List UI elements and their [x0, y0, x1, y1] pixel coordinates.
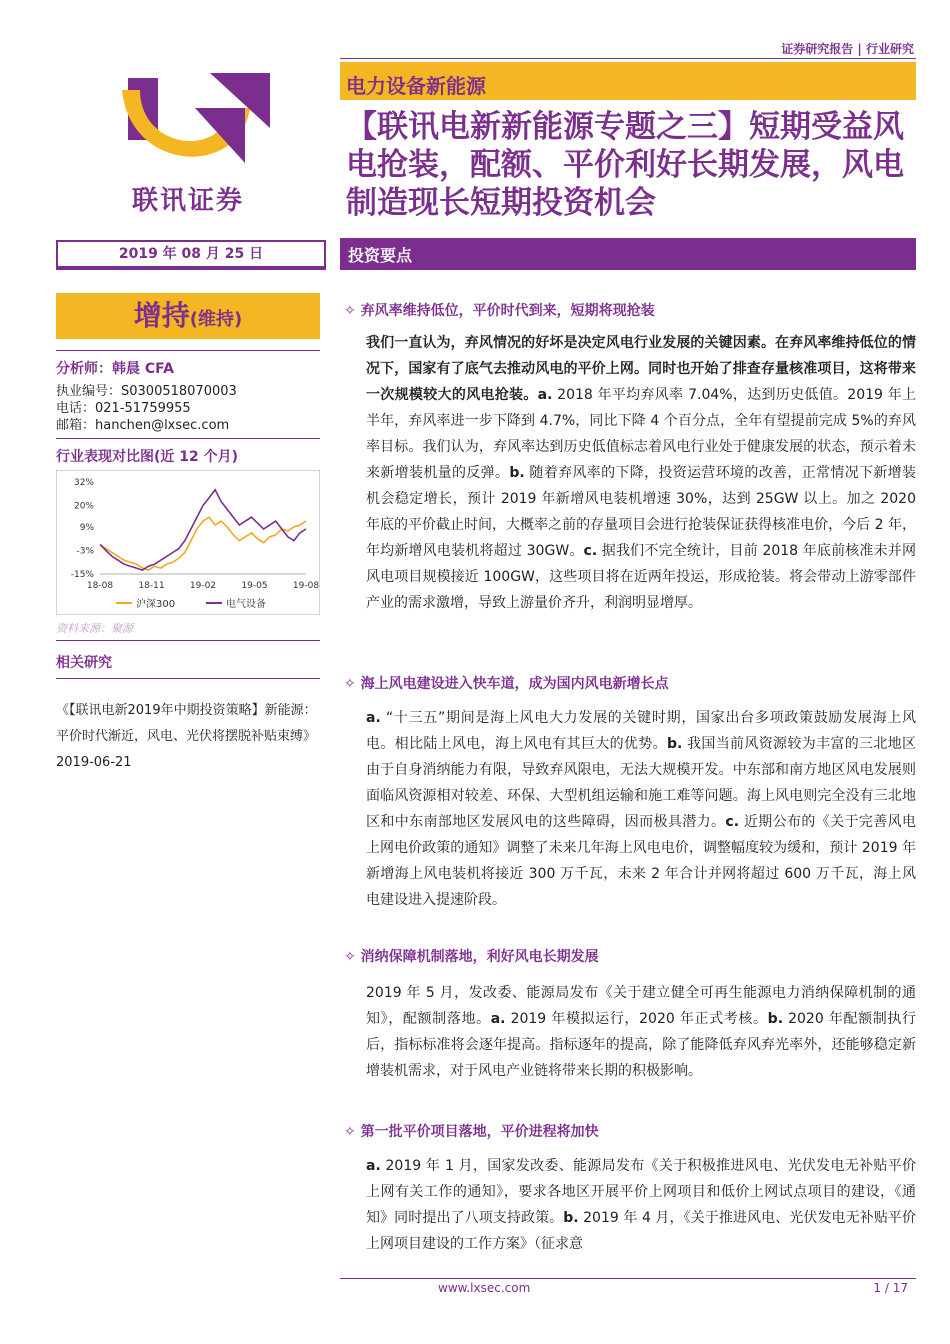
p1-c: c. [583, 543, 598, 559]
p1-c-text: 据我们不完全统计，目前 2018 年底前核准未并网风电项目规模接近 100GW，这些项目将在近两年投运，形成抢装。将会带动上游零部件产业的需求激增，导致上游量价齐升，利润明显增厚。 [366, 543, 916, 611]
p1-b-text: 随着弃风率的下降，投资运营环境的改善，正常情况下新增装机会稳定增长，预计 2019 年新增风电装机增速 30%，达到 25GW 以上。加之 2020 年底的平价截止时间，大概率之前的存量项目会进行抢装保证获得核准电价，今后 2 年，年均新增风电装机将超过 30GW。 [366, 465, 917, 559]
sidebar-rule [56, 350, 320, 351]
p2-b-text: 我国当前风资源较为丰富的三北地区由于自身消纳能力有限，导致弃风限电，无法大规模开发。中东部和南方地区风电发展则面临风资源相对较差、环保、大型机组运输和施工难等问题。海上风电则完全没有三北地区和中东南部地区发展风电的这些障碍，因而极具潜力。 [366, 736, 917, 830]
bullet-heading-1: ✧ 弃风率维持低位，平价时代到来，短期将现抢装 [344, 303, 655, 319]
footer-page-number: 1 / 17 [873, 1281, 908, 1295]
analyst-phone: 电话：021-51759955 [56, 401, 191, 416]
section-label: 投资要点 [348, 246, 413, 265]
rating-sub: (维持) [189, 309, 243, 330]
bullet-heading-3: ✧ 消纳保障机制落地，利好风电长期发展 [344, 949, 599, 965]
legend-label: 沪深300 [136, 599, 176, 610]
p2-c: c. [725, 814, 740, 830]
series-line-1 [100, 517, 306, 570]
section-bar [340, 238, 916, 270]
chart-svg [56, 470, 320, 615]
chart-source: 资料来源：聚源 [56, 622, 133, 635]
sidebar-rule-2 [56, 438, 320, 439]
footer-rule [340, 1278, 916, 1279]
p3-text-3: 2020 年配额制执行后，指标标准将会逐年提高。指标逐年的提高，除了能降低弃风弃光率外，还能够稳定新增装机需求，对于风电产业链将带来长期的积极影响。 [366, 1011, 917, 1079]
p4-b: b. [563, 1210, 579, 1226]
p2-b: b. [666, 736, 683, 752]
legend-label: 电气设备 [226, 599, 266, 610]
related-heading: 相关研究 [56, 655, 112, 671]
sidebar-rule-4 [56, 678, 320, 679]
chart-title: 行业表现对比图(近 12 个月) [56, 449, 239, 465]
performance-chart [56, 470, 320, 615]
p4-text-1: 2019 年 1 月，国家发改委、能源局发布《关于积极推进风电、光伏发电无补贴平价上网有关工作的通知》，要求各地区开展平价上网项目和低价上网试点项目的建设，《通知》同时提出了八项支持政策。 [366, 1158, 916, 1226]
p3-a: a. [490, 1011, 506, 1027]
x-tick-label: 19-08 [292, 581, 320, 591]
paragraph-3 [366, 980, 916, 1084]
y-tick-label: 20% [73, 501, 94, 512]
x-tick-label: 18-11 [138, 581, 165, 591]
y-tick-label: 9% [79, 523, 94, 534]
analyst-license: 执业编号：S0300518070003 [56, 384, 237, 399]
report-title: 【联讯电新新能源专题之三】短期受益风电抢装，配额、平价利好长期发展，风电制造现长短期投资机会 [346, 109, 904, 221]
p2-a-text: “十三五”期间是海上风电大力发展的关键时期，国家出台多项政策鼓励发展海上风电。相比陆上风电，海上风电有其巨大的优势。 [366, 710, 916, 752]
bullet-heading-4: ✧ 第一批平价项目落地，平价进程将加快 [344, 1124, 599, 1140]
x-tick-label: 19-02 [189, 581, 217, 591]
p3-text-2: 2019 年模拟运行，2020 年正式考核。 [505, 1011, 768, 1027]
bullet-heading-2: ✧ 海上风电建设进入快车道，成为国内风电新增长点 [344, 676, 669, 692]
report-date: 2019 年 08 月 25 日 [58, 242, 324, 266]
x-tick-label: 19-05 [241, 581, 268, 591]
paragraph-2 [366, 705, 916, 913]
sidebar-rule-3 [56, 640, 320, 641]
p3-b: b. [767, 1011, 784, 1027]
company-logo-text: 联讯证券 [131, 186, 244, 216]
p2-c-text: 近期公布的《关于完善风电上网电价政策的通知》调整了未来几年海上风电电价，调整幅度较为缓和，预计 2019 年新增海上风电装机将接近 300 万千瓦，未来 2 年合计并网将超过 600 万千瓦，海上风电建设进入提速阶段。 [366, 814, 916, 908]
y-tick-label: 32% [73, 478, 94, 488]
report-type-label: 证券研究报告 | 行业研究 [781, 42, 914, 56]
header-rule [340, 58, 916, 59]
y-tick-label: -15% [70, 570, 94, 580]
analyst-name: 分析师：韩晨 CFA [56, 361, 174, 377]
paragraph-4 [366, 1153, 916, 1271]
p2-a: a. [366, 710, 381, 726]
x-tick-label: 18-08 [86, 581, 114, 591]
p4-a: a. [366, 1158, 381, 1174]
analyst-email: 邮箱：hanchen@lxsec.com [56, 418, 230, 433]
rating-main: 增持 [133, 299, 190, 332]
footer-url[interactable]: www.lxsec.com [438, 1281, 531, 1295]
related-report: 《【联讯电新2019年中期投资策略】新能源：平价时代渐近，风电、光伏将摆脱补贴束缚》2019-06-21 [56, 703, 317, 770]
series-line-2 [100, 490, 306, 570]
p1-text: 2018 年平均弃风率 7.04%，达到历史低值。2019 年上半年，弃风率进一步下降到 4.7%，同比下降 4 个百分点，全年有望提前完成 5%的弃风率目标。我们认为，弃风率达到历史低值标志着风电行业处于健康发展的状态，预示着未来新增装机量的反弹。 [366, 387, 916, 481]
p4-text-2: 2019 年 4 月，《关于推进风电、光伏发电无补贴平价上网项目建设的工作方案》（征求意 [366, 1210, 916, 1252]
p3-text-1: 2019 年 5 月，发改委、能源局发布《关于建立健全可再生能源电力消纳保障机制的通知》，配额制落地。 [366, 985, 916, 1027]
sector-label: 电力设备新能源 [346, 74, 486, 98]
paragraph-1 [366, 330, 916, 616]
date-bar [56, 240, 326, 270]
y-tick-label: -3% [76, 546, 94, 557]
p1-b: b. [509, 465, 525, 481]
p1-bold: 我们一直认为，弃风情况的好坏是决定风电行业发展的关键因素。在弃风率维持低位的情况下，国家有了底气去推动风电的平价上网。同时也开始了排查存量核准项目，这将带来一次规模较大的风电抢装。 [366, 335, 916, 403]
p1-a: a. [537, 387, 553, 403]
rating-box [56, 293, 320, 339]
